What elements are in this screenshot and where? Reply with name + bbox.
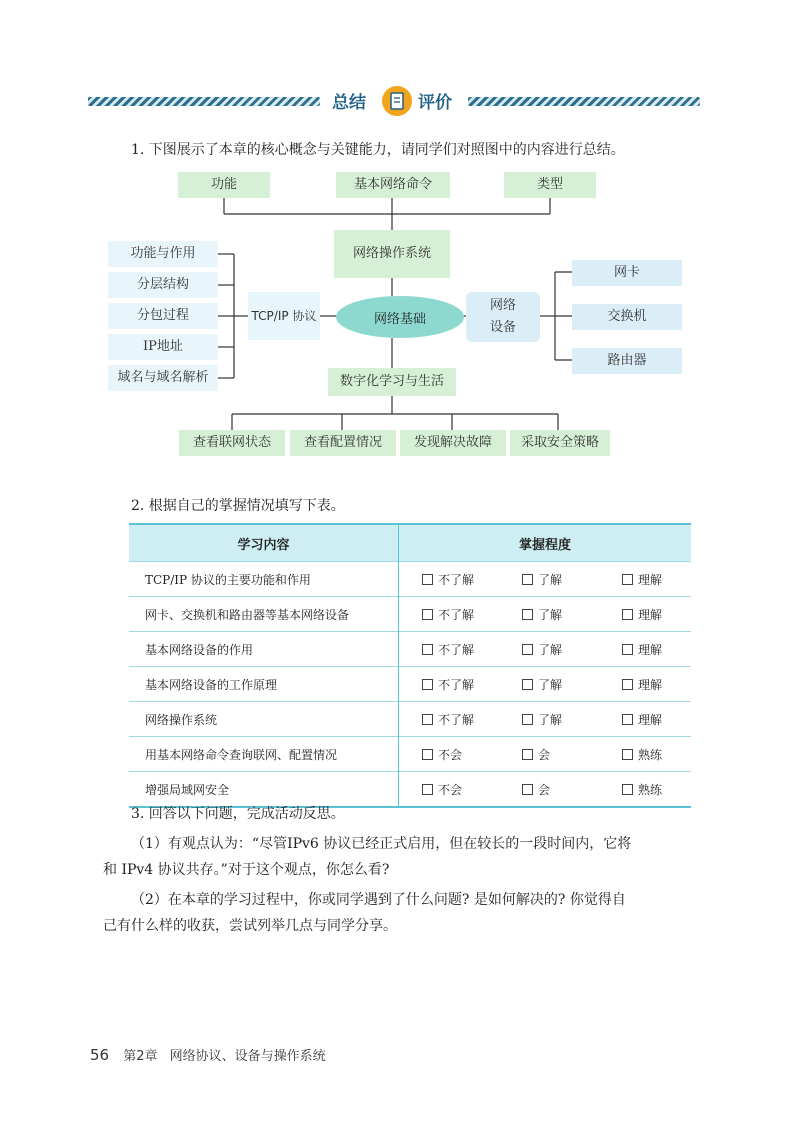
table-row-options <box>399 597 692 632</box>
mastery-option-label: 不会 <box>438 747 463 762</box>
question-1: 1. 下图展示了本章的核心概念与关键能力，请同学们对照图中的内容进行总结。 <box>131 142 625 158</box>
checkbox[interactable] <box>422 784 433 795</box>
checkbox[interactable] <box>622 714 633 725</box>
mastery-option[interactable] <box>622 781 662 798</box>
checkbox[interactable] <box>622 609 633 620</box>
question-3-1-line2: 和 IPv4 协议共存。”对于这个观点，你怎么看? <box>103 862 390 878</box>
mastery-option-label: 不了解 <box>438 642 475 657</box>
checkbox[interactable] <box>522 574 533 585</box>
checkbox[interactable] <box>522 609 533 620</box>
mastery-option[interactable] <box>622 641 662 658</box>
checkbox[interactable] <box>522 749 533 760</box>
map-top-function: 功能 <box>178 172 270 198</box>
mastery-option[interactable] <box>522 641 622 658</box>
table-row-item: 基本网络设备的作用 <box>129 632 399 667</box>
question-3-1-line1: （1）有观点认为：“尽管IPv6 协议已经正式启用，但在较长的一段时间内，它将 <box>131 836 632 852</box>
mastery-option[interactable] <box>522 571 622 588</box>
mastery-option-label: 理解 <box>638 712 663 727</box>
map-right-switch: 交换机 <box>572 304 682 330</box>
table-header-mastery: 掌握程度 <box>399 524 692 562</box>
map-left-dns: 域名与域名解析 <box>108 365 218 391</box>
map-network-device <box>466 292 540 342</box>
mastery-option[interactable] <box>622 571 662 588</box>
table-row-options <box>399 562 692 597</box>
checkbox[interactable] <box>622 574 633 585</box>
table-row-item: 网络操作系统 <box>129 702 399 737</box>
chapter-label: 第2章 <box>123 1049 158 1064</box>
table-row <box>129 702 691 737</box>
table-header-content: 学习内容 <box>129 524 399 562</box>
mastery-option[interactable] <box>422 606 522 623</box>
table-row <box>129 772 691 808</box>
checkbox[interactable] <box>422 644 433 655</box>
map-left-layered: 分层结构 <box>108 272 218 298</box>
mastery-option-label: 不了解 <box>438 712 475 727</box>
checkbox[interactable] <box>422 609 433 620</box>
map-bottom-security: 采取安全策略 <box>510 430 610 456</box>
map-network-device-label: 网络 设备 <box>489 298 516 335</box>
mastery-option-label: 了解 <box>538 607 563 622</box>
table-row <box>129 562 691 597</box>
question-3-2-line1: （2）在本章的学习过程中，你或同学遇到了什么问题? 是如何解决的? 你觉得自 <box>131 892 626 908</box>
checkbox[interactable] <box>622 749 633 760</box>
table-row-item: 基本网络设备的工作原理 <box>129 667 399 702</box>
mastery-option[interactable] <box>522 676 622 693</box>
checkbox[interactable] <box>522 714 533 725</box>
mastery-option-label: 不了解 <box>438 572 475 587</box>
map-network-os: 网络操作系统 <box>334 230 450 278</box>
table-row-item: 网卡、交换机和路由器等基本网络设备 <box>129 597 399 632</box>
checkbox[interactable] <box>622 644 633 655</box>
table-row <box>129 632 691 667</box>
mastery-option[interactable] <box>622 711 662 728</box>
mastery-option[interactable] <box>422 571 522 588</box>
mastery-option[interactable] <box>422 781 522 798</box>
map-bottom-status: 查看联网状态 <box>179 430 285 456</box>
mastery-option-label: 会 <box>538 782 551 797</box>
mastery-option-label: 熟练 <box>638 747 663 762</box>
checkbox[interactable] <box>622 784 633 795</box>
mastery-option-label: 了解 <box>538 677 563 692</box>
table-row-options <box>399 702 692 737</box>
mastery-option-label: 理解 <box>638 677 663 692</box>
table-row <box>129 667 691 702</box>
map-left-function-role: 功能与作用 <box>108 241 218 267</box>
page-footer <box>90 1045 326 1064</box>
mastery-option-label: 不了解 <box>438 677 475 692</box>
table-row-options <box>399 737 692 772</box>
table-row-item: 增强局域网安全 <box>129 772 399 808</box>
mastery-option[interactable] <box>622 606 662 623</box>
map-right-router: 路由器 <box>572 348 682 374</box>
mastery-option-label: 理解 <box>638 607 663 622</box>
map-left-ip: IP地址 <box>108 334 218 360</box>
mastery-option[interactable] <box>522 781 622 798</box>
map-tcpip: TCP/IP 协议 <box>248 292 320 340</box>
checkbox[interactable] <box>422 749 433 760</box>
mastery-table <box>129 523 691 808</box>
table-row-options <box>399 632 692 667</box>
table-row <box>129 597 691 632</box>
mastery-option[interactable] <box>522 606 622 623</box>
header-title-right: 评价 <box>418 93 452 113</box>
map-left-packet: 分包过程 <box>108 303 218 329</box>
chapter-title: 网络协议、设备与操作系统 <box>169 1049 326 1064</box>
mastery-option-label: 会 <box>538 747 551 762</box>
table-row-item: 用基本网络命令查询联网、配置情况 <box>129 737 399 772</box>
mastery-option[interactable] <box>422 711 522 728</box>
mastery-option[interactable] <box>522 746 622 763</box>
mastery-option[interactable] <box>622 746 662 763</box>
map-center-network-basics: 网络基础 <box>336 296 464 338</box>
question-2: 2. 根据自己的掌握情况填写下表。 <box>131 498 345 514</box>
checkbox[interactable] <box>522 679 533 690</box>
question-3-2-line2: 己有什么样的收获，尝试列举几点与同学分享。 <box>103 918 397 934</box>
checkbox[interactable] <box>422 574 433 585</box>
mastery-option-label: 了解 <box>538 642 563 657</box>
header-title-left: 总结 <box>332 93 366 113</box>
checkbox[interactable] <box>422 714 433 725</box>
mastery-option-label: 不了解 <box>438 607 475 622</box>
mastery-option[interactable] <box>422 746 522 763</box>
table-row <box>129 737 691 772</box>
checkbox[interactable] <box>522 644 533 655</box>
mastery-option-label: 不会 <box>438 782 463 797</box>
question-3: 3. 回答以下问题，完成活动反思。 <box>131 806 345 822</box>
checkbox[interactable] <box>622 679 633 690</box>
mastery-option[interactable] <box>622 676 662 693</box>
map-bottom-config: 查看配置情况 <box>290 430 396 456</box>
map-digital-learning: 数字化学习与生活 <box>328 368 456 396</box>
mastery-option-label: 理解 <box>638 572 663 587</box>
checkbox[interactable] <box>422 679 433 690</box>
table-row-options <box>399 667 692 702</box>
mastery-option-label: 理解 <box>638 642 663 657</box>
checkbox[interactable] <box>522 784 533 795</box>
page-number: 56 <box>90 1046 110 1064</box>
table-row-item: TCP/IP 协议的主要功能和作用 <box>129 562 399 597</box>
mastery-option-label: 熟练 <box>638 782 663 797</box>
mastery-option-label: 了解 <box>538 712 563 727</box>
map-right-nic: 网卡 <box>572 260 682 286</box>
table-row-options <box>399 772 692 808</box>
mastery-option-label: 了解 <box>538 572 563 587</box>
mastery-option[interactable] <box>422 676 522 693</box>
mastery-option[interactable] <box>522 711 622 728</box>
map-bottom-troubleshoot: 发现解决故障 <box>400 430 506 456</box>
mastery-option[interactable] <box>422 641 522 658</box>
map-top-commands: 基本网络命令 <box>336 172 450 198</box>
map-top-type: 类型 <box>504 172 596 198</box>
